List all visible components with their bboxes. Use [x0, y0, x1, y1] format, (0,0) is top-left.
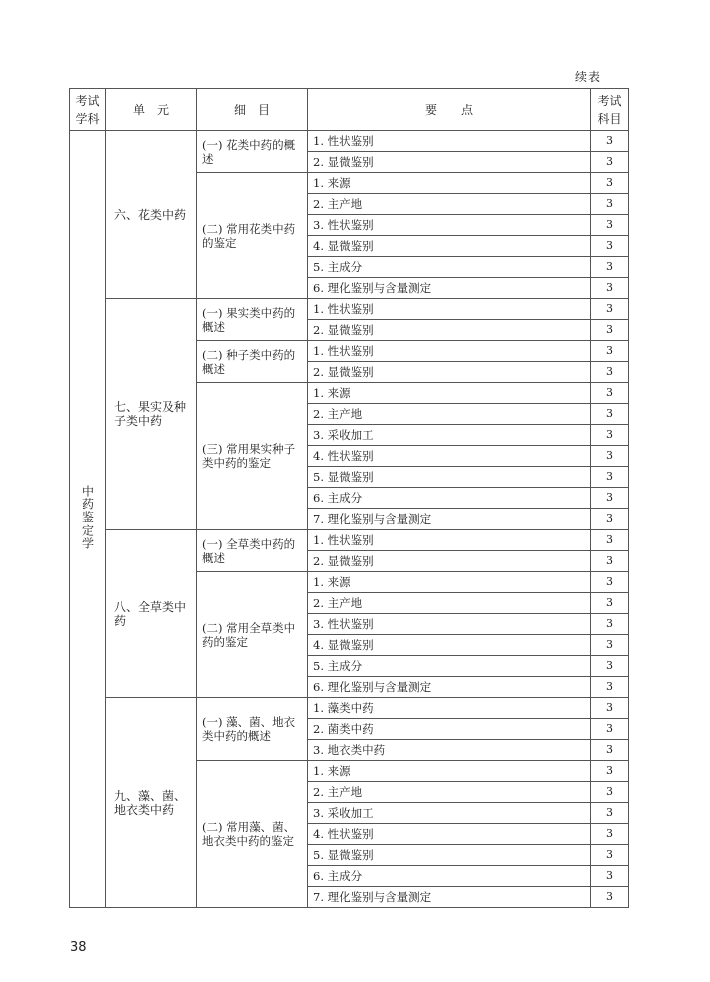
item-cell: (一) 全草类中药的概述: [197, 530, 308, 572]
level-cell: 3: [591, 656, 629, 677]
unit-cell: 八、全草类中药: [106, 530, 197, 698]
header-point: 要 点: [308, 89, 591, 131]
point-cell: 2. 菌类中药: [308, 719, 591, 740]
level-cell: 3: [591, 593, 629, 614]
header-row: [70, 89, 629, 131]
point-cell: 2. 主产地: [308, 782, 591, 803]
level-cell: 3: [591, 824, 629, 845]
point-cell: 2. 主产地: [308, 404, 591, 425]
level-cell: 3: [591, 278, 629, 299]
level-cell: 3: [591, 614, 629, 635]
level-cell: 3: [591, 677, 629, 698]
level-cell: 3: [591, 866, 629, 887]
header-subject: [70, 89, 106, 131]
table-row: [70, 131, 629, 152]
level-cell: 3: [591, 572, 629, 593]
page-number: 38: [70, 940, 87, 955]
level-cell: 3: [591, 467, 629, 488]
level-cell: 3: [591, 740, 629, 761]
table-row: [70, 530, 629, 551]
point-cell: 5. 主成分: [308, 656, 591, 677]
point-cell: 2. 显微鉴别: [308, 551, 591, 572]
header-subject-line2: 学科: [75, 111, 100, 126]
level-cell: 3: [591, 215, 629, 236]
point-cell: 3. 地衣类中药: [308, 740, 591, 761]
header-unit: 单 元: [106, 89, 197, 131]
header-level: [591, 89, 629, 131]
level-cell: 3: [591, 488, 629, 509]
point-cell: 4. 显微鉴别: [308, 236, 591, 257]
point-cell: 7. 理化鉴别与含量测定: [308, 509, 591, 530]
level-cell: 3: [591, 845, 629, 866]
level-cell: 3: [591, 698, 629, 719]
subject-cell: [70, 131, 106, 908]
continuation-label: 续表: [575, 70, 602, 84]
item-cell: (一) 花类中药的概述: [197, 131, 308, 173]
level-cell: 3: [591, 320, 629, 341]
item-cell: (二) 常用藻、菌、地衣类中药的鉴定: [197, 761, 308, 908]
point-cell: 4. 性状鉴别: [308, 446, 591, 467]
level-cell: 3: [591, 383, 629, 404]
level-cell: 3: [591, 404, 629, 425]
point-cell: 2. 主产地: [308, 194, 591, 215]
item-cell: (二) 常用全草类中药的鉴定: [197, 572, 308, 698]
point-cell: 1. 来源: [308, 761, 591, 782]
level-cell: 3: [591, 425, 629, 446]
table-body: [70, 131, 629, 908]
table-row: [70, 698, 629, 719]
point-cell: 2. 显微鉴别: [308, 152, 591, 173]
level-cell: 3: [591, 887, 629, 908]
point-cell: 5. 主成分: [308, 257, 591, 278]
point-cell: 3. 采收加工: [308, 803, 591, 824]
point-cell: 4. 显微鉴别: [308, 635, 591, 656]
level-cell: 3: [591, 257, 629, 278]
point-cell: 1. 性状鉴别: [308, 131, 591, 152]
point-cell: 1. 来源: [308, 173, 591, 194]
point-cell: 4. 性状鉴别: [308, 824, 591, 845]
point-cell: 3. 性状鉴别: [308, 614, 591, 635]
point-cell: 1. 藻类中药: [308, 698, 591, 719]
point-cell: 6. 主成分: [308, 488, 591, 509]
point-cell: 6. 理化鉴别与含量测定: [308, 278, 591, 299]
header-level-line2: 科目: [597, 111, 622, 126]
level-cell: 3: [591, 551, 629, 572]
point-cell: 1. 来源: [308, 383, 591, 404]
point-cell: 1. 性状鉴别: [308, 530, 591, 551]
unit-cell: 六、花类中药: [106, 131, 197, 299]
unit-cell: 九、藻、菌、地衣类中药: [106, 698, 197, 908]
point-cell: 3. 采收加工: [308, 425, 591, 446]
level-cell: 3: [591, 530, 629, 551]
header-subject-line1: 考试: [75, 93, 100, 108]
level-cell: 3: [591, 194, 629, 215]
point-cell: 7. 理化鉴别与含量测定: [308, 887, 591, 908]
level-cell: 3: [591, 362, 629, 383]
item-cell: (二) 常用花类中药的鉴定: [197, 173, 308, 299]
level-cell: 3: [591, 236, 629, 257]
header-item: 细 目: [197, 89, 308, 131]
syllabus-table: [69, 88, 629, 908]
level-cell: 3: [591, 509, 629, 530]
point-cell: 3. 性状鉴别: [308, 215, 591, 236]
level-cell: 3: [591, 782, 629, 803]
point-cell: 2. 显微鉴别: [308, 362, 591, 383]
level-cell: 3: [591, 803, 629, 824]
level-cell: 3: [591, 152, 629, 173]
point-cell: 6. 主成分: [308, 866, 591, 887]
level-cell: 3: [591, 446, 629, 467]
item-cell: (一) 藻、菌、地衣类中药的概述: [197, 698, 308, 761]
point-cell: 5. 显微鉴别: [308, 845, 591, 866]
item-cell: (二) 种子类中药的概述: [197, 341, 308, 383]
table-row: [70, 299, 629, 320]
level-cell: 3: [591, 719, 629, 740]
unit-cell: 七、果实及种子类中药: [106, 299, 197, 530]
level-cell: 3: [591, 635, 629, 656]
item-cell: (一) 果实类中药的概述: [197, 299, 308, 341]
level-cell: 3: [591, 299, 629, 320]
point-cell: 1. 性状鉴别: [308, 299, 591, 320]
level-cell: 3: [591, 131, 629, 152]
level-cell: 3: [591, 173, 629, 194]
item-cell: (三) 常用果实种子类中药的鉴定: [197, 383, 308, 530]
subject-text: 中药鉴定学: [80, 484, 95, 550]
point-cell: 6. 理化鉴别与含量测定: [308, 677, 591, 698]
point-cell: 5. 显微鉴别: [308, 467, 591, 488]
point-cell: 1. 性状鉴别: [308, 341, 591, 362]
point-cell: 2. 主产地: [308, 593, 591, 614]
level-cell: 3: [591, 341, 629, 362]
level-cell: 3: [591, 761, 629, 782]
header-level-line1: 考试: [597, 93, 622, 108]
point-cell: 1. 来源: [308, 572, 591, 593]
point-cell: 2. 显微鉴别: [308, 320, 591, 341]
